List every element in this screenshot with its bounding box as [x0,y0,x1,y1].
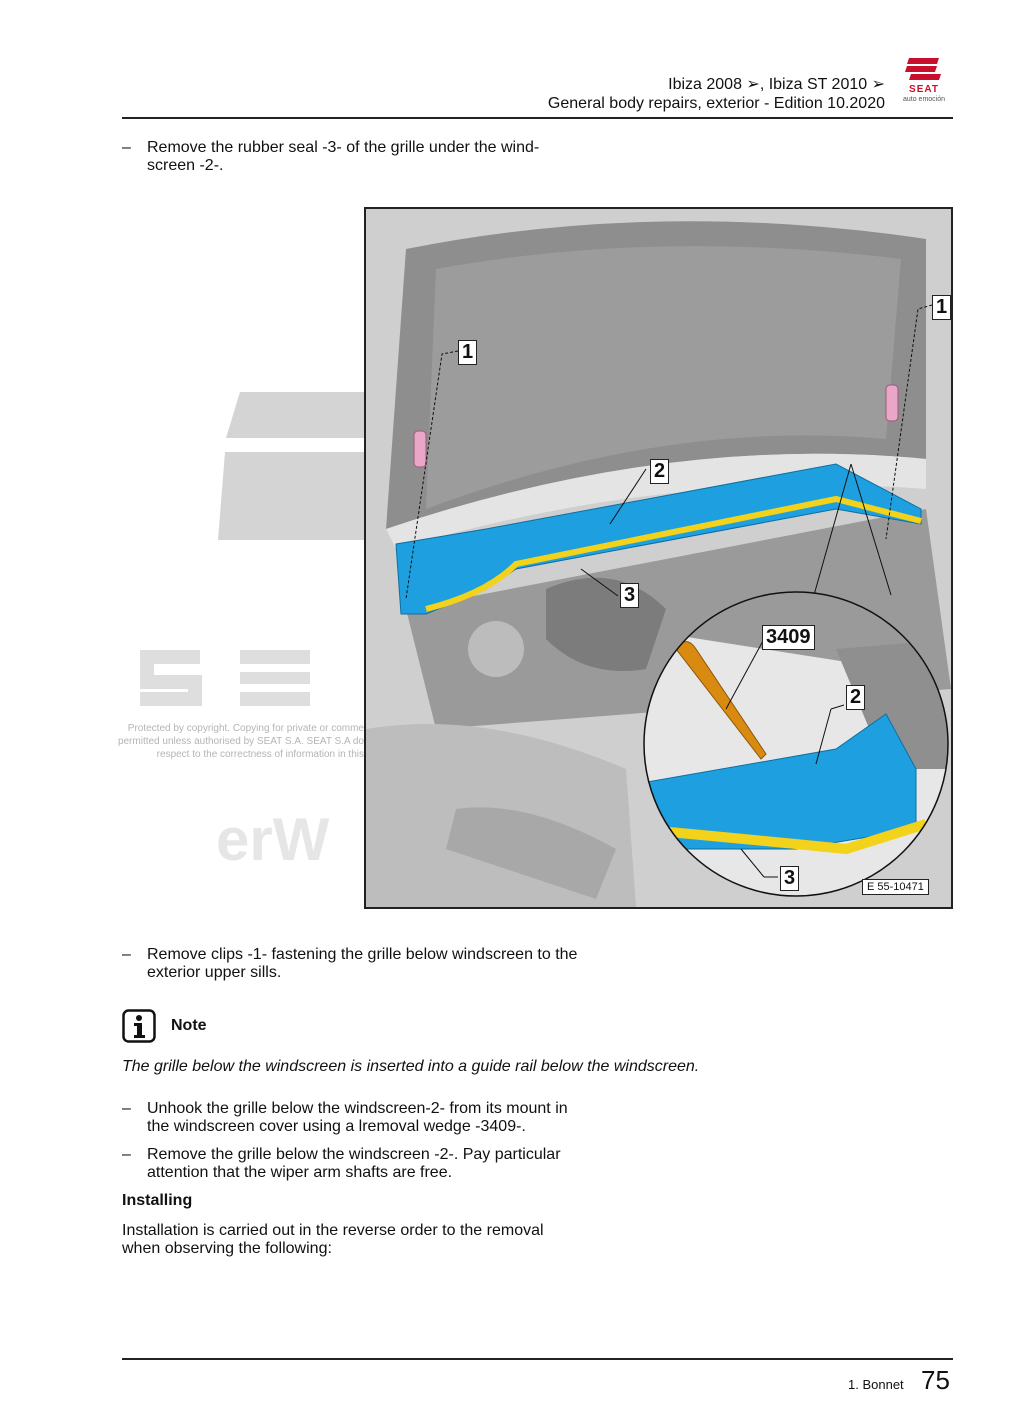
svg-text:erW: erW [216,806,330,873]
step-unhook-grille [122,1100,642,1140]
callout-2: 2 [650,459,669,484]
step-text: Unhook the grille below the windscreen-2- from its mount in the windscreen cover using a lremoval wedge -3409-. [147,1100,568,1135]
step-remove-seal [122,139,602,179]
callout-3-detail: 3 [780,866,799,891]
callout-3409: 3409 [762,625,815,650]
step-remove-grille [122,1146,642,1186]
note-label: Note [171,1017,207,1034]
step-text: Remove the rubber seal -3- of the grille under the wind- screen -2-. [147,139,540,174]
step-dash: – [122,139,131,156]
callout-3: 3 [620,583,639,608]
step-remove-clips [122,946,642,986]
footer-rule [122,1358,953,1360]
page-number: 75 [921,1365,950,1395]
header-rule [122,117,953,119]
step-text: Remove clips -1- fastening the grille below windscreen to the exterior upper sills. [147,946,578,981]
callout-1-right: 1 [932,295,951,320]
header-title-line1: Ibiza 2008 ➢, Ibiza ST 2010 ➢ [668,76,885,93]
logo-tagline: auto emoción [902,96,946,103]
header-title-line2: General body repairs, exterior - Edition 10.2020 [547,95,885,112]
callout-2-detail: 2 [846,685,865,710]
installing-heading: Installing [122,1192,193,1209]
step-text: Remove the grille below the windscreen -2-. Pay particular attention that the wiper arm shafts are free. [147,1146,561,1181]
step-dash: – [122,1100,131,1117]
step-dash: – [122,1146,131,1163]
figure-reference: E 55-10471 [862,879,929,895]
footer-section: 1. Bonnet [848,1377,904,1392]
logo-wordmark: SEAT [909,84,939,95]
step-dash: – [122,946,131,963]
figure-grille-removal [364,207,953,909]
info-icon [122,1009,156,1043]
installing-text: Installation is carried out in the reverse order to the removal when observing the following: [122,1222,544,1257]
copyright-watermark: Protected by copyright. Copying for private or comme permitted unless authorised by SEAT S.A. SEAT S.A do respect to the correctness of information in this [117,723,364,760]
seat-logo [893,56,955,106]
seat-watermark [130,390,370,890]
note-text: The grille below the windscreen is inserted into a guide rail below the windscreen. [122,1058,700,1075]
callout-1-left: 1 [458,340,477,365]
